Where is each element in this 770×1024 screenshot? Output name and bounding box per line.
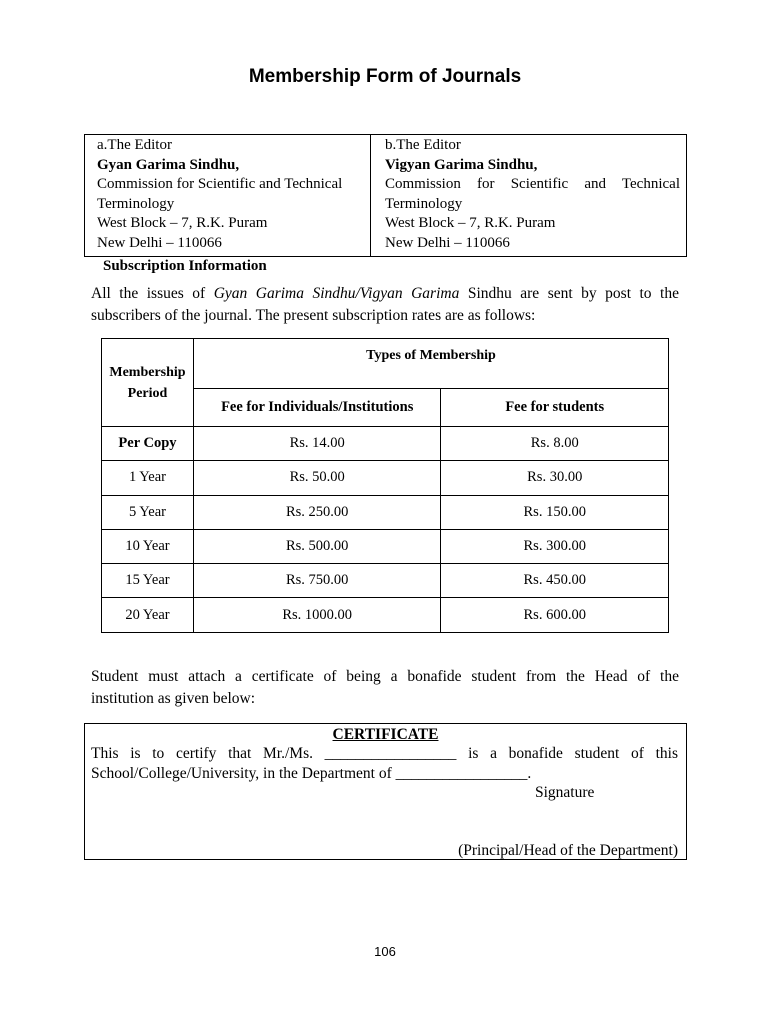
principal-label: (Principal/Head of the Department) (458, 842, 678, 859)
individual-fee-cell: Rs. 250.00 (193, 495, 440, 529)
period-cell: 1 Year (102, 461, 194, 495)
student-fee-cell: Rs. 150.00 (441, 495, 669, 529)
table-row (102, 564, 669, 598)
certificate-line2: School/College/University, in the Department of _________________. (91, 765, 532, 782)
individual-fee-cell: Rs. 500.00 (193, 529, 440, 563)
intro-post: Sindhu are sent by post to the (467, 285, 679, 302)
editor-b-org2: Terminology (385, 195, 463, 212)
student-fee-cell: Rs. 30.00 (441, 461, 669, 495)
table-row (102, 598, 669, 632)
subscription-heading: Subscription Information (103, 258, 267, 274)
certificate-line1: This is to certify that Mr./Ms. _________________ is a bonafide student of this (91, 745, 678, 762)
editor-address-table (84, 134, 687, 257)
editor-a-cell (85, 135, 371, 257)
student-fee-cell: Rs. 8.00 (441, 427, 669, 461)
individual-fee-cell: Rs. 1000.00 (193, 598, 440, 632)
period-header (102, 339, 194, 427)
individual-fee-header: Fee for Individuals/Institutions (193, 389, 440, 427)
student-fee-cell: Rs. 600.00 (441, 598, 669, 632)
period-cell: 10 Year (102, 529, 194, 563)
individual-fee-cell: Rs. 14.00 (193, 427, 440, 461)
intro-line-2: subscribers of the journal. The present subscription rates are as follows: (91, 307, 536, 324)
period-cell: 5 Year (102, 495, 194, 529)
intro-line-1 (91, 283, 679, 305)
page-number: 106 (374, 944, 396, 959)
editor-b-label: b.The Editor (385, 137, 461, 153)
table-row (102, 461, 669, 495)
editor-a-address: West Block – 7, R.K. Puram (97, 215, 268, 232)
editor-a-org2: Terminology (97, 195, 175, 212)
period-cell: 15 Year (102, 564, 194, 598)
types-header: Types of Membership (193, 339, 668, 389)
period-cell: 20 Year (102, 598, 194, 632)
table-row (102, 495, 669, 529)
student-note (91, 666, 679, 710)
individual-fee-cell: Rs. 750.00 (193, 564, 440, 598)
student-note-line1: Student must attach a certificate of being a bonafide student from the Head of the (91, 668, 679, 685)
intro-pre: All the issues of (91, 285, 206, 302)
subscription-intro (91, 283, 679, 327)
table-row (102, 529, 669, 563)
certificate-title: CERTIFICATE (332, 726, 439, 743)
student-fee-cell: Rs. 300.00 (441, 529, 669, 563)
individual-fee-cell: Rs. 50.00 (193, 461, 440, 495)
period-header-line1: Membership (109, 364, 186, 380)
editor-a-label: a.The Editor (97, 137, 172, 153)
student-fee-header: Fee for students (441, 389, 669, 427)
page-title: Membership Form of Journals (248, 66, 522, 87)
certificate-box (84, 723, 687, 860)
editor-b-city: New Delhi – 110066 (385, 234, 510, 251)
student-fee-cell: Rs. 450.00 (441, 564, 669, 598)
editor-b-address: West Block – 7, R.K. Puram (385, 215, 556, 232)
student-note-line2: institution as given below: (91, 690, 256, 707)
editor-a-journal: Gyan Garima Sindhu, (97, 156, 240, 173)
editor-b-journal: Vigyan Garima Sindhu, (385, 156, 538, 173)
intro-journals: Gyan Garima Sindhu/Vigyan Garima (213, 285, 460, 302)
editor-b-cell (371, 135, 687, 257)
period-cell: Per Copy (102, 427, 194, 461)
fee-table (101, 338, 669, 633)
table-row (102, 427, 669, 461)
signature-label: Signature (535, 784, 595, 801)
editor-b-org: Commission for Scientific and Technical (385, 176, 680, 193)
period-header-line2: Period (127, 385, 168, 401)
editor-a-city: New Delhi – 110066 (97, 234, 222, 251)
editor-a-org: Commission for Scientific and Technical (97, 176, 343, 193)
